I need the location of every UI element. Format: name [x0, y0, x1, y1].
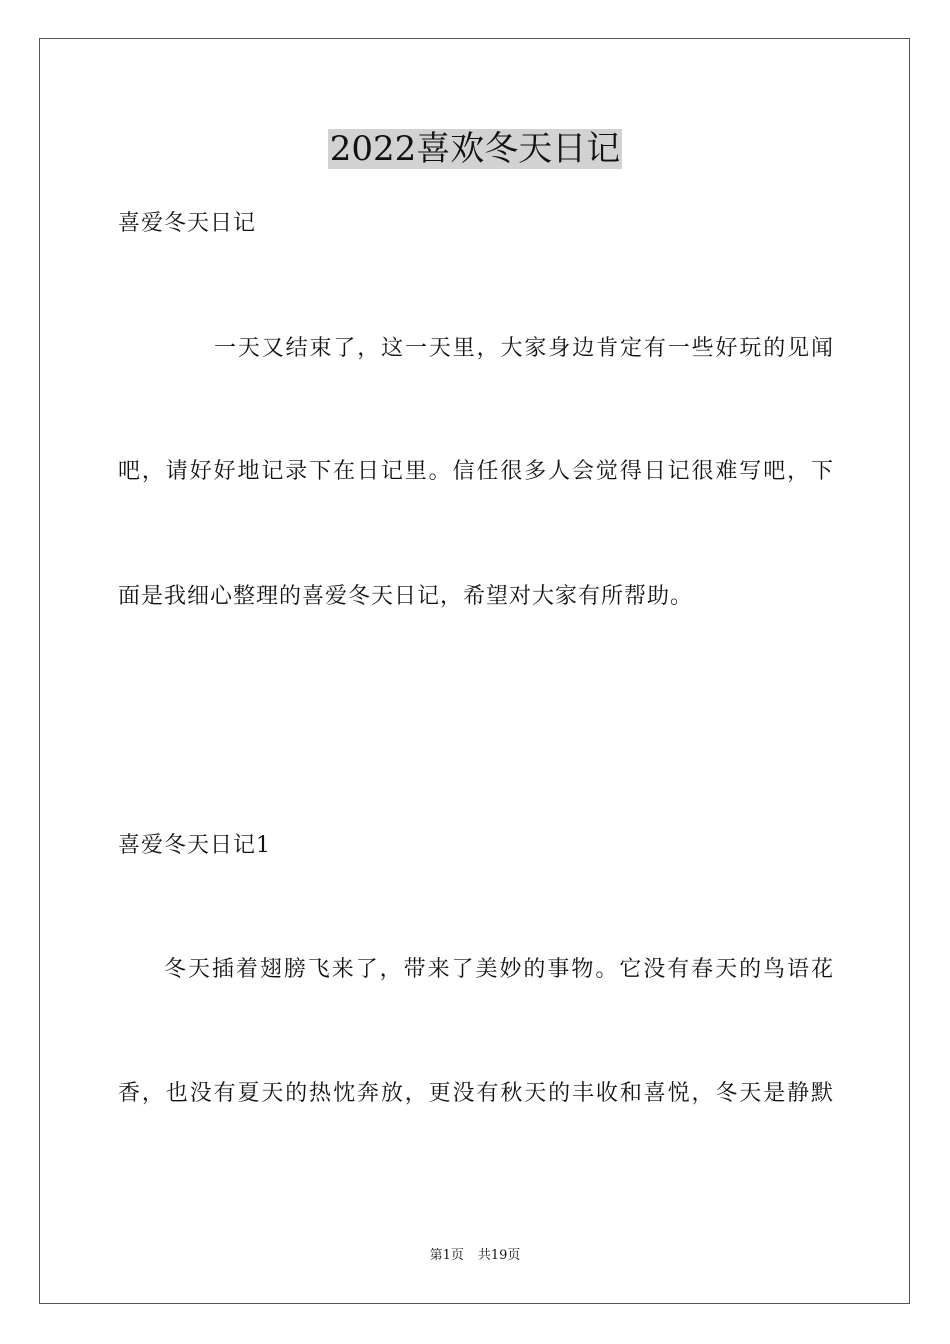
intro-line-1: 一天又结束了，这一天里，大家身边肯定有一些好玩的见闻 [214, 336, 834, 361]
page-number: 第1页 [429, 1248, 464, 1263]
intro-line-2: 吧，请好好地记录下在日记里。信任很多人会觉得日记很难写吧，下 [118, 459, 834, 484]
document-title: 2022喜欢冬天日记 [329, 129, 621, 169]
section-line-1: 冬天插着翅膀飞来了，带来了美妙的事物。它没有春天的鸟语花 [164, 957, 834, 982]
page-total: 共19页 [477, 1248, 521, 1263]
section-line-2: 香，也没有夏天的热忱奔放，更没有秋天的丰收和喜悦，冬天是静默 [118, 1081, 834, 1106]
page-footer [0, 1247, 950, 1265]
intro-line-3: 面是我细心整理的喜爱冬天日记，希望对大家有所帮助。 [118, 584, 694, 609]
section-heading: 喜爱冬天日记1 [118, 833, 271, 858]
subtitle: 喜爱冬天日记 [118, 211, 257, 236]
